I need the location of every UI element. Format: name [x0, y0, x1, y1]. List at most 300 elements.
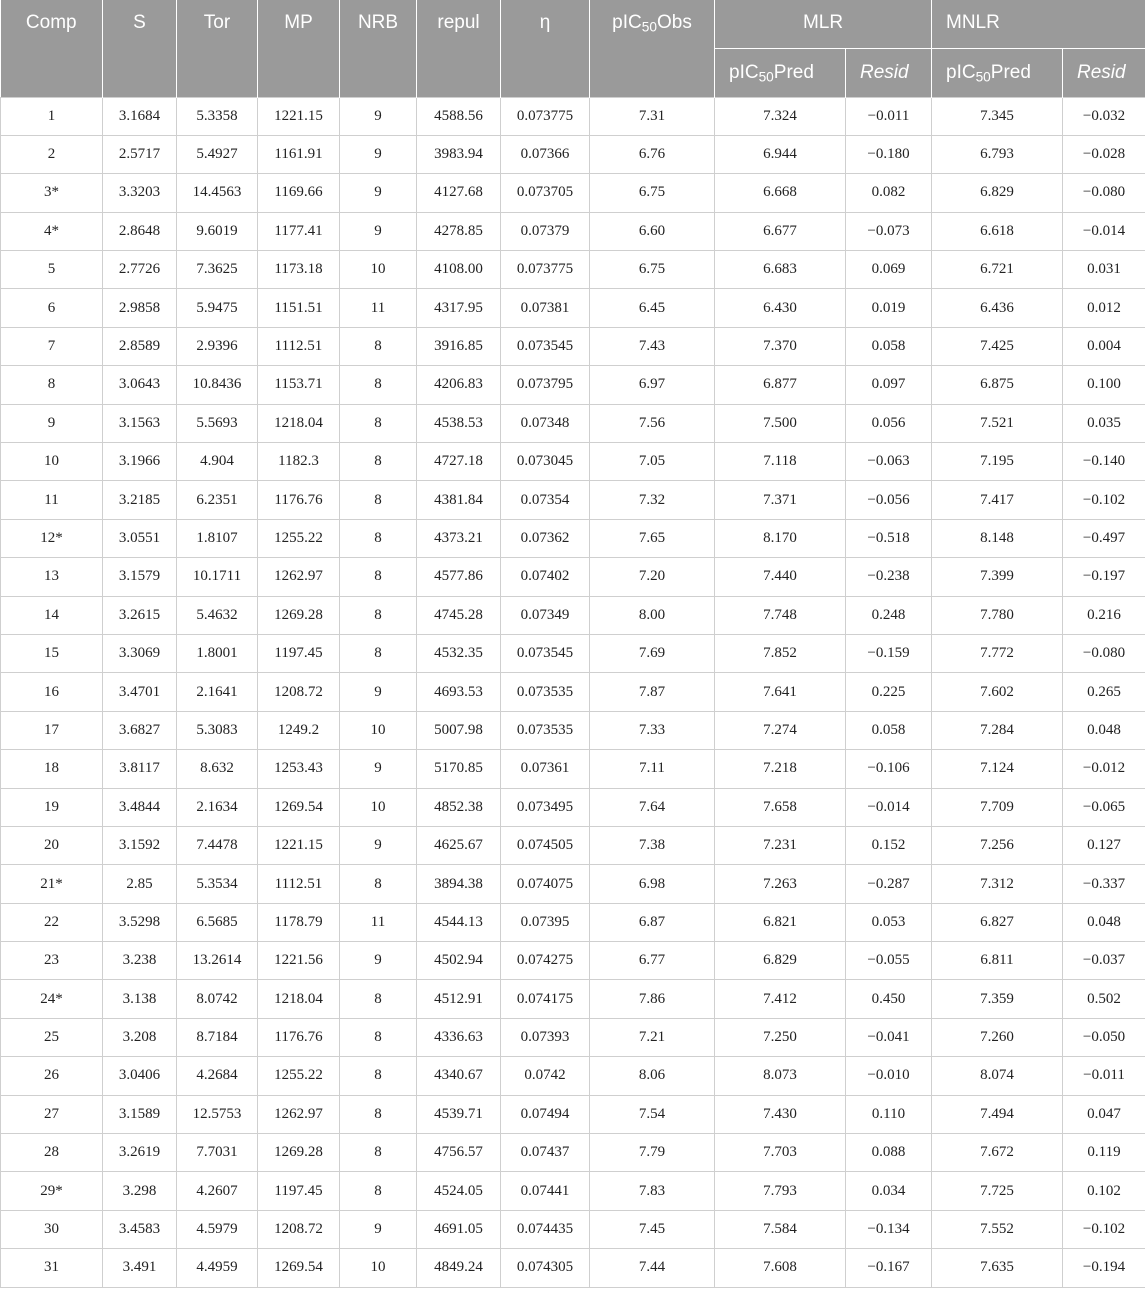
table-row — [1, 1134, 1145, 1172]
cell-mlr-pred: 7.370 — [715, 327, 846, 365]
cell-comp: 14 — [1, 596, 103, 634]
cell-mnlr-resid: 0.502 — [1063, 980, 1145, 1018]
cell-mnlr-resid: −0.194 — [1063, 1249, 1145, 1287]
cell-repul: 4532.35 — [417, 634, 501, 672]
cell-tor: 2.1641 — [177, 673, 258, 711]
cell-mlr-resid: −0.134 — [846, 1210, 932, 1248]
cell-mlr-resid: 0.019 — [846, 289, 932, 327]
cell-mnlr-pred: 7.780 — [932, 596, 1063, 634]
cell-mlr-resid: 0.450 — [846, 980, 932, 1018]
cell-mlr-resid: 0.058 — [846, 327, 932, 365]
table-row — [1, 596, 1145, 634]
cell-pic50-obs: 7.45 — [590, 1210, 715, 1248]
cell-mlr-pred: 7.440 — [715, 558, 846, 596]
cell-eta: 0.073795 — [501, 366, 590, 404]
cell-mlr-resid: −0.041 — [846, 1018, 932, 1056]
cell-tor: 4.2607 — [177, 1172, 258, 1210]
cell-mnlr-resid: −0.014 — [1063, 212, 1145, 250]
cell-nrb: 8 — [340, 404, 417, 442]
cell-s: 3.1592 — [103, 826, 177, 864]
cell-mlr-resid: 0.248 — [846, 596, 932, 634]
cell-tor: 9.6019 — [177, 212, 258, 250]
cell-mp: 1269.54 — [258, 1249, 340, 1287]
cell-comp: 3* — [1, 174, 103, 212]
cell-nrb: 10 — [340, 1249, 417, 1287]
cell-tor: 4.904 — [177, 443, 258, 481]
cell-nrb: 11 — [340, 289, 417, 327]
cell-mlr-pred: 7.793 — [715, 1172, 846, 1210]
cell-mlr-pred: 8.170 — [715, 519, 846, 557]
cell-repul: 4577.86 — [417, 558, 501, 596]
header-pic50-obs — [590, 0, 715, 97]
cell-mnlr-pred: 7.552 — [932, 1210, 1063, 1248]
cell-mlr-pred: 7.584 — [715, 1210, 846, 1248]
cell-mp: 1253.43 — [258, 750, 340, 788]
cell-tor: 5.9475 — [177, 289, 258, 327]
cell-s: 3.0643 — [103, 366, 177, 404]
table-row — [1, 1249, 1145, 1287]
cell-mnlr-pred: 7.345 — [932, 97, 1063, 135]
cell-comp: 7 — [1, 327, 103, 365]
cell-mnlr-pred: 7.312 — [932, 865, 1063, 903]
cell-nrb: 9 — [340, 942, 417, 980]
cell-eta: 0.073545 — [501, 327, 590, 365]
cell-pic50-obs: 6.60 — [590, 212, 715, 250]
cell-pic50-obs: 7.43 — [590, 327, 715, 365]
cell-comp: 12* — [1, 519, 103, 557]
cell-mlr-pred: 7.371 — [715, 481, 846, 519]
cell-pic50-obs: 7.38 — [590, 826, 715, 864]
cell-comp: 1 — [1, 97, 103, 135]
cell-comp: 11 — [1, 481, 103, 519]
cell-tor: 2.9396 — [177, 327, 258, 365]
cell-nrb: 8 — [340, 1172, 417, 1210]
cell-comp: 13 — [1, 558, 103, 596]
cell-mlr-pred: 7.500 — [715, 404, 846, 442]
pic50-obs-suffix: Obs — [656, 12, 692, 33]
header-nrb: NRB — [340, 0, 417, 97]
cell-mnlr-pred: 6.827 — [932, 903, 1063, 941]
cell-eta: 0.07354 — [501, 481, 590, 519]
table-row — [1, 212, 1145, 250]
cell-mlr-pred: 8.073 — [715, 1057, 846, 1095]
cell-mp: 1176.76 — [258, 481, 340, 519]
cell-repul: 4538.53 — [417, 404, 501, 442]
cell-comp: 5 — [1, 251, 103, 289]
cell-repul: 5170.85 — [417, 750, 501, 788]
cell-nrb: 8 — [340, 327, 417, 365]
cell-pic50-obs: 7.32 — [590, 481, 715, 519]
table-row — [1, 366, 1145, 404]
mlr-pred-suffix: Pred — [773, 61, 814, 83]
cell-mp: 1208.72 — [258, 673, 340, 711]
cell-eta: 0.074505 — [501, 826, 590, 864]
cell-pic50-obs: 7.11 — [590, 750, 715, 788]
cell-tor: 8.7184 — [177, 1018, 258, 1056]
cell-s: 3.4583 — [103, 1210, 177, 1248]
cell-s: 2.85 — [103, 865, 177, 903]
cell-tor: 1.8107 — [177, 519, 258, 557]
table-row — [1, 558, 1145, 596]
table-row — [1, 826, 1145, 864]
cell-nrb: 8 — [340, 1057, 417, 1095]
cell-repul: 3983.94 — [417, 135, 501, 173]
cell-repul: 4340.67 — [417, 1057, 501, 1095]
cell-mp: 1197.45 — [258, 634, 340, 672]
cell-s: 3.298 — [103, 1172, 177, 1210]
cell-mnlr-resid: −0.011 — [1063, 1057, 1145, 1095]
cell-pic50-obs: 7.83 — [590, 1172, 715, 1210]
cell-mp: 1169.66 — [258, 174, 340, 212]
cell-comp: 20 — [1, 826, 103, 864]
cell-s: 3.1966 — [103, 443, 177, 481]
cell-eta: 0.07437 — [501, 1134, 590, 1172]
cell-tor: 7.4478 — [177, 826, 258, 864]
header-row-top — [1, 0, 1145, 48]
cell-tor: 5.3358 — [177, 97, 258, 135]
cell-tor: 13.2614 — [177, 942, 258, 980]
cell-mlr-pred: 7.430 — [715, 1095, 846, 1133]
cell-repul: 4625.67 — [417, 826, 501, 864]
cell-mlr-pred: 6.944 — [715, 135, 846, 173]
table-row — [1, 711, 1145, 749]
cell-mp: 1269.54 — [258, 788, 340, 826]
cell-nrb: 8 — [340, 366, 417, 404]
cell-mp: 1153.71 — [258, 366, 340, 404]
cell-pic50-obs: 7.21 — [590, 1018, 715, 1056]
header-comp: Comp — [1, 0, 103, 97]
cell-tor: 8.632 — [177, 750, 258, 788]
cell-comp: 4* — [1, 212, 103, 250]
cell-mnlr-resid: −0.197 — [1063, 558, 1145, 596]
header-mnlr-resid: Resid — [1063, 48, 1145, 97]
header-mp: MP — [258, 0, 340, 97]
cell-comp: 24* — [1, 980, 103, 1018]
cell-repul: 5007.98 — [417, 711, 501, 749]
cell-eta: 0.074075 — [501, 865, 590, 903]
cell-mlr-resid: −0.287 — [846, 865, 932, 903]
header-s: S — [103, 0, 177, 97]
cell-eta: 0.073705 — [501, 174, 590, 212]
cell-mlr-pred: 7.852 — [715, 634, 846, 672]
cell-mnlr-pred: 6.811 — [932, 942, 1063, 980]
cell-mnlr-pred: 7.772 — [932, 634, 1063, 672]
cell-tor: 10.8436 — [177, 366, 258, 404]
header-tor: Tor — [177, 0, 258, 97]
cell-mlr-resid: 0.082 — [846, 174, 932, 212]
header-mlr-pred — [715, 48, 846, 97]
cell-mnlr-resid: −0.080 — [1063, 634, 1145, 672]
cell-repul: 4852.38 — [417, 788, 501, 826]
cell-nrb: 8 — [340, 519, 417, 557]
cell-comp: 31 — [1, 1249, 103, 1287]
cell-mnlr-resid: −0.037 — [1063, 942, 1145, 980]
table-row — [1, 1095, 1145, 1133]
cell-mp: 1221.56 — [258, 942, 340, 980]
cell-s: 3.2185 — [103, 481, 177, 519]
cell-pic50-obs: 6.98 — [590, 865, 715, 903]
table-row — [1, 251, 1145, 289]
cell-mp: 1182.3 — [258, 443, 340, 481]
cell-eta: 0.07395 — [501, 903, 590, 941]
table-row — [1, 289, 1145, 327]
cell-mp: 1112.51 — [258, 865, 340, 903]
cell-mlr-resid: −0.063 — [846, 443, 932, 481]
cell-mnlr-resid: 0.048 — [1063, 903, 1145, 941]
cell-s: 3.1684 — [103, 97, 177, 135]
cell-comp: 18 — [1, 750, 103, 788]
cell-repul: 4317.95 — [417, 289, 501, 327]
cell-pic50-obs: 7.87 — [590, 673, 715, 711]
cell-nrb: 9 — [340, 135, 417, 173]
cell-pic50-obs: 7.64 — [590, 788, 715, 826]
cell-eta: 0.074275 — [501, 942, 590, 980]
cell-mp: 1255.22 — [258, 519, 340, 557]
cell-eta: 0.07366 — [501, 135, 590, 173]
cell-mnlr-resid: −0.065 — [1063, 788, 1145, 826]
cell-repul: 4727.18 — [417, 443, 501, 481]
cell-pic50-obs: 6.87 — [590, 903, 715, 941]
table-row — [1, 519, 1145, 557]
cell-pic50-obs: 6.77 — [590, 942, 715, 980]
cell-mlr-pred: 7.263 — [715, 865, 846, 903]
cell-mnlr-resid: −0.012 — [1063, 750, 1145, 788]
cell-mlr-resid: −0.055 — [846, 942, 932, 980]
cell-repul: 4588.56 — [417, 97, 501, 135]
cell-tor: 12.5753 — [177, 1095, 258, 1133]
cell-s: 3.1589 — [103, 1095, 177, 1133]
cell-mnlr-resid: 0.100 — [1063, 366, 1145, 404]
cell-mnlr-pred: 7.425 — [932, 327, 1063, 365]
cell-comp: 19 — [1, 788, 103, 826]
cell-nrb: 8 — [340, 865, 417, 903]
cell-mlr-pred: 6.430 — [715, 289, 846, 327]
cell-comp: 8 — [1, 366, 103, 404]
table-row — [1, 634, 1145, 672]
cell-nrb: 9 — [340, 673, 417, 711]
cell-mp: 1161.91 — [258, 135, 340, 173]
cell-mlr-pred: 7.412 — [715, 980, 846, 1018]
cell-mlr-resid: 0.053 — [846, 903, 932, 941]
cell-tor: 5.3083 — [177, 711, 258, 749]
cell-s: 3.4844 — [103, 788, 177, 826]
cell-s: 2.7726 — [103, 251, 177, 289]
header-mnlr-group: MNLR — [932, 0, 1145, 48]
cell-repul: 4524.05 — [417, 1172, 501, 1210]
cell-mnlr-resid: 0.047 — [1063, 1095, 1145, 1133]
cell-mp: 1249.2 — [258, 711, 340, 749]
cell-comp: 23 — [1, 942, 103, 980]
cell-repul: 4691.05 — [417, 1210, 501, 1248]
cell-mp: 1218.04 — [258, 404, 340, 442]
cell-mlr-resid: −0.159 — [846, 634, 932, 672]
cell-repul: 4693.53 — [417, 673, 501, 711]
cell-pic50-obs: 7.56 — [590, 404, 715, 442]
cell-mlr-resid: 0.069 — [846, 251, 932, 289]
cell-mnlr-resid: 0.035 — [1063, 404, 1145, 442]
cell-mlr-pred: 7.274 — [715, 711, 846, 749]
cell-mnlr-pred: 8.148 — [932, 519, 1063, 557]
cell-repul: 4108.00 — [417, 251, 501, 289]
cell-mp: 1218.04 — [258, 980, 340, 1018]
cell-nrb: 8 — [340, 1134, 417, 1172]
cell-tor: 4.2684 — [177, 1057, 258, 1095]
cell-mnlr-resid: −0.032 — [1063, 97, 1145, 135]
cell-comp: 10 — [1, 443, 103, 481]
cell-eta: 0.07349 — [501, 596, 590, 634]
cell-tor: 14.4563 — [177, 174, 258, 212]
cell-mnlr-pred: 7.195 — [932, 443, 1063, 481]
cell-repul: 4381.84 — [417, 481, 501, 519]
cell-mlr-resid: 0.152 — [846, 826, 932, 864]
cell-pic50-obs: 7.54 — [590, 1095, 715, 1133]
cell-eta: 0.074435 — [501, 1210, 590, 1248]
cell-mp: 1262.97 — [258, 1095, 340, 1133]
cell-comp: 21* — [1, 865, 103, 903]
cell-mlr-pred: 6.677 — [715, 212, 846, 250]
cell-s: 3.491 — [103, 1249, 177, 1287]
cell-mlr-pred: 7.250 — [715, 1018, 846, 1056]
cell-nrb: 8 — [340, 596, 417, 634]
cell-nrb: 9 — [340, 212, 417, 250]
cell-mp: 1112.51 — [258, 327, 340, 365]
cell-mlr-pred: 6.829 — [715, 942, 846, 980]
cell-nrb: 8 — [340, 1095, 417, 1133]
cell-mlr-resid: −0.014 — [846, 788, 932, 826]
cell-eta: 0.073535 — [501, 711, 590, 749]
cell-pic50-obs: 7.69 — [590, 634, 715, 672]
cell-s: 3.8117 — [103, 750, 177, 788]
cell-mlr-pred: 7.703 — [715, 1134, 846, 1172]
table-row — [1, 404, 1145, 442]
cell-mlr-resid: 0.058 — [846, 711, 932, 749]
cell-comp: 25 — [1, 1018, 103, 1056]
cell-eta: 0.073775 — [501, 251, 590, 289]
header-mnlr-pred — [932, 48, 1063, 97]
cell-nrb: 8 — [340, 558, 417, 596]
cell-pic50-obs: 6.45 — [590, 289, 715, 327]
cell-comp: 22 — [1, 903, 103, 941]
cell-s: 3.6827 — [103, 711, 177, 749]
cell-comp: 26 — [1, 1057, 103, 1095]
cell-mlr-resid: −0.073 — [846, 212, 932, 250]
cell-eta: 0.074305 — [501, 1249, 590, 1287]
cell-eta: 0.074175 — [501, 980, 590, 1018]
cell-mnlr-pred: 7.124 — [932, 750, 1063, 788]
cell-mnlr-pred: 8.074 — [932, 1057, 1063, 1095]
table-body — [1, 97, 1145, 1287]
cell-nrb: 11 — [340, 903, 417, 941]
cell-eta: 0.07379 — [501, 212, 590, 250]
mnlr-pred-sub: 50 — [975, 68, 991, 84]
cell-tor: 4.4959 — [177, 1249, 258, 1287]
cell-nrb: 9 — [340, 1210, 417, 1248]
mlr-pred-sub: 50 — [758, 68, 774, 84]
cell-mnlr-pred: 7.284 — [932, 711, 1063, 749]
cell-pic50-obs: 7.44 — [590, 1249, 715, 1287]
table-row — [1, 673, 1145, 711]
cell-mnlr-resid: −0.102 — [1063, 1210, 1145, 1248]
cell-comp: 27 — [1, 1095, 103, 1133]
cell-comp: 15 — [1, 634, 103, 672]
cell-comp: 2 — [1, 135, 103, 173]
cell-mnlr-resid: −0.028 — [1063, 135, 1145, 173]
table-row — [1, 750, 1145, 788]
cell-nrb: 9 — [340, 97, 417, 135]
cell-mlr-pred: 7.118 — [715, 443, 846, 481]
cell-tor: 2.1634 — [177, 788, 258, 826]
cell-mp: 1176.76 — [258, 1018, 340, 1056]
cell-s: 3.238 — [103, 942, 177, 980]
table-row — [1, 865, 1145, 903]
cell-tor: 8.0742 — [177, 980, 258, 1018]
table-row — [1, 1172, 1145, 1210]
cell-tor: 1.8001 — [177, 634, 258, 672]
cell-tor: 5.3534 — [177, 865, 258, 903]
cell-pic50-obs: 6.76 — [590, 135, 715, 173]
cell-mnlr-pred: 6.618 — [932, 212, 1063, 250]
cell-mnlr-resid: 0.004 — [1063, 327, 1145, 365]
cell-mlr-resid: −0.238 — [846, 558, 932, 596]
cell-nrb: 8 — [340, 1018, 417, 1056]
cell-comp: 16 — [1, 673, 103, 711]
cell-tor: 5.4632 — [177, 596, 258, 634]
cell-mnlr-pred: 6.793 — [932, 135, 1063, 173]
cell-tor: 10.1711 — [177, 558, 258, 596]
cell-nrb: 8 — [340, 980, 417, 1018]
cell-mnlr-resid: 0.012 — [1063, 289, 1145, 327]
cell-s: 3.5298 — [103, 903, 177, 941]
pic50-obs-prefix: pIC — [612, 12, 642, 33]
cell-comp: 28 — [1, 1134, 103, 1172]
cell-s: 3.208 — [103, 1018, 177, 1056]
pic50-obs-sub: 50 — [641, 19, 657, 35]
table-row — [1, 481, 1145, 519]
cell-tor: 5.4927 — [177, 135, 258, 173]
cell-mlr-pred: 7.641 — [715, 673, 846, 711]
cell-mnlr-resid: −0.050 — [1063, 1018, 1145, 1056]
cell-nrb: 8 — [340, 443, 417, 481]
cell-repul: 4756.57 — [417, 1134, 501, 1172]
cell-repul: 3916.85 — [417, 327, 501, 365]
cell-mnlr-resid: 0.119 — [1063, 1134, 1145, 1172]
cell-repul: 4502.94 — [417, 942, 501, 980]
cell-s: 3.1563 — [103, 404, 177, 442]
cell-pic50-obs: 6.75 — [590, 174, 715, 212]
cell-comp: 30 — [1, 1210, 103, 1248]
cell-mnlr-pred: 7.494 — [932, 1095, 1063, 1133]
cell-nrb: 9 — [340, 826, 417, 864]
cell-mnlr-pred: 7.602 — [932, 673, 1063, 711]
cell-mp: 1262.97 — [258, 558, 340, 596]
cell-mnlr-pred: 7.417 — [932, 481, 1063, 519]
cell-comp: 6 — [1, 289, 103, 327]
cell-nrb: 10 — [340, 788, 417, 826]
cell-pic50-obs: 7.65 — [590, 519, 715, 557]
cell-pic50-obs: 7.20 — [590, 558, 715, 596]
cell-mnlr-pred: 7.260 — [932, 1018, 1063, 1056]
cell-mp: 1208.72 — [258, 1210, 340, 1248]
cell-repul: 4278.85 — [417, 212, 501, 250]
header-repul: repul — [417, 0, 501, 97]
cell-mlr-pred: 6.668 — [715, 174, 846, 212]
cell-nrb: 8 — [340, 634, 417, 672]
cell-pic50-obs: 7.79 — [590, 1134, 715, 1172]
cell-mlr-resid: 0.034 — [846, 1172, 932, 1210]
cell-mlr-pred: 6.683 — [715, 251, 846, 289]
cell-nrb: 10 — [340, 251, 417, 289]
cell-s: 3.2619 — [103, 1134, 177, 1172]
